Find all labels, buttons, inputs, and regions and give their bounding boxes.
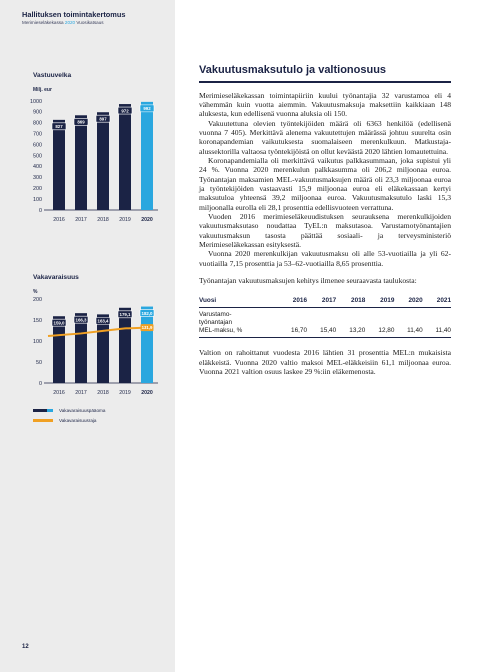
liability-value-label: 897 (99, 116, 107, 122)
liability-value-label: 869 (77, 119, 85, 125)
legend-label-capital: Vakavaraisuuspääoma (59, 407, 106, 413)
liability-category-label: 2016 (53, 217, 65, 223)
solvency-ytick-label: 50 (36, 359, 42, 366)
solvency-value-label: 159,0 (53, 320, 65, 326)
chart2-title: Vakavaraisuus (33, 274, 79, 281)
liability-ytick-label: 500 (33, 153, 42, 160)
page-number: 12 (22, 644, 29, 650)
liability-bar (119, 104, 131, 210)
table-header-col: 2016 (278, 295, 307, 308)
report-subtitle-org: Merimieseläkekassa (22, 20, 65, 25)
solvency-category-label: 2020 (141, 390, 153, 396)
liability-ytick-label: 300 (33, 175, 42, 182)
solvency-value-label: 166,3 (75, 317, 87, 323)
solvency-ytick-label: 0 (39, 380, 42, 387)
table-cell: 16,70 (278, 308, 307, 338)
main-content (199, 64, 451, 376)
solvency-ytick-label: 100 (33, 338, 42, 345)
solvency-bar (119, 308, 131, 383)
table-cell: 15,40 (307, 308, 336, 338)
liability-category-label: 2017 (75, 217, 87, 223)
solvency-chart (0, 294, 175, 399)
table-header-col: 2019 (365, 295, 394, 308)
chart1-title: Vastuuvelka (33, 72, 72, 79)
closing-paragraph: Valtion on rahoittanut vuodesta 2016 lähtien 31 prosenttia MEL:n mukaisista eläkkeistä. Vuonna 2020 valtio maksoi MEL-eläkkeisiin 61,1 miljoonaa euroa. Vuonna 2021 valtion osuus laskee 29 %:iin eläkemenosta. (199, 348, 451, 376)
solvency-category-label: 2018 (97, 390, 109, 396)
solvency-value-label: 179,1 (119, 312, 131, 318)
liability-bar (53, 120, 65, 210)
solvency-category-label: 2019 (119, 390, 131, 396)
page-title: Vakuutusmaksutulo ja valtionosuus (199, 64, 387, 76)
table-row-label (199, 308, 278, 338)
paragraph-2: Vakuutettuna olevien työntekijöiden määrä oli 6363 henkilöä (edellisenä vuonna 7 405). Merkittävä alenema vakuutettujen määrässä johtuu suurelta osin koronapandemian vaikutuksesta suomalaiseen merenkulkuun. Matkustaja-alussektorilla valtaosa työntekijöistä on ollut keväästä 2020 lähtien lomautettuina. (199, 118, 451, 156)
legend-item-limit (33, 415, 105, 425)
table-header-year: Vuosi (199, 295, 278, 308)
report-subtitle-year: 2020 (64, 20, 76, 25)
chart2-unit: % (33, 289, 38, 295)
liability-ytick-label: 700 (33, 131, 42, 138)
solvency-bar (141, 307, 153, 383)
solvency-ytick-label: 150 (33, 317, 42, 324)
liability-ytick-label: 100 (33, 196, 42, 203)
paragraph-5: Vuonna 2020 merenkulkijan vakuutusmaksu oli alle 53-vuotiailla ja yli 62-vuotiailla 7,15 prosenttia ja 53–62-vuotiailla 8,65 prosenttia. (199, 249, 451, 268)
liability-category-label: 2020 (141, 217, 153, 223)
liability-bar (75, 115, 87, 210)
liability-category-label: 2018 (97, 217, 109, 223)
liability-value-label: 992 (143, 106, 151, 112)
liability-ytick-label: 900 (33, 109, 42, 116)
liability-ytick-label: 600 (33, 142, 42, 149)
table-header-col: 2021 (423, 295, 451, 308)
solvency-ytick-label: 200 (33, 296, 42, 303)
table-row-label-line: MEL-maksu, % (199, 326, 243, 334)
liability-ytick-label: 200 (33, 186, 42, 192)
chart1-unit: Milj. eur (33, 87, 52, 93)
table-header-row (199, 295, 451, 308)
table-row (199, 308, 451, 338)
solvency-value-label: 163,4 (97, 318, 109, 324)
solvency-limit-label: 131,9 (141, 325, 153, 331)
legend-label-limit: Vakavaraisuusraja (59, 417, 97, 423)
liability-category-label: 2019 (119, 217, 131, 223)
table-cell: 11,40 (394, 308, 422, 338)
report-subtitle (22, 20, 104, 25)
table-header-col: 2017 (307, 295, 336, 308)
liability-value-label: 827 (55, 124, 63, 130)
solvency-category-label: 2016 (53, 390, 65, 396)
chart2-legend (33, 405, 105, 425)
solvency-category-label: 2017 (75, 390, 87, 396)
table-row-label-line: työnantajan (199, 318, 233, 326)
table-header-col: 2020 (394, 295, 422, 308)
paragraph-4: Vuoden 2016 merimieseläkeuudistuksen seurauksena merenkulkijoiden vakuutusmaksutaso noudattaa TyEL:n maksutasoa. Varustamotyönantajien vakuutusmaksun tasosta päättää sosiaali- ja terveysministeriö Merimieseläkekassan esityksestä. (199, 211, 451, 249)
paragraph-1: Merimieseläkekassan toimintapiiriin kuului työnantajia 32 varustamoa eli 4 vähemmän kuin vuotta aiemmin. Vakuutusmaksuja maksettiin kaikkiaan 148 aluksesta, kun edellisenä vuonna aluksia oli 150. (199, 90, 451, 119)
liability-bar (141, 102, 153, 210)
liability-ytick-label: 800 (33, 120, 42, 127)
contribution-table (199, 295, 451, 338)
liability-ytick-label: 1000 (30, 98, 42, 105)
body-text (199, 91, 451, 377)
paragraph-3: Koronapandemialla oli merkittävä vaikutus palkkasummaan, joka supistui yli 24 %. Vuonna 2020 merenkulun palkkasumma oli 206,2 miljoonaa euroa. Työnantajan maksamien MEL-vakuutusmaksujen määrä oli 23,3 miljoonaa euroa ja työntekijöiden vastaavasti 15,9 miljoonaa euroa eli eläkekassaan kertyi maksutuloa yhteensä 39,2 miljoonaa euroa. Vakuutusmaksutulo laski 15,3 miljoonalla eurolla eli 28,1 prosenttia edellisvuoteen verrattuna. (199, 155, 451, 212)
liability-ytick-label: 400 (33, 164, 42, 171)
solvency-value-label: 182,0 (141, 310, 153, 316)
table-cell: 13,20 (336, 308, 365, 338)
liability-bar (97, 112, 109, 210)
table-cell: 11,40 (423, 308, 451, 338)
legend-swatch-limit (33, 419, 53, 422)
legend-swatch-capital (33, 409, 53, 412)
report-subtitle-type: Vuosikatsaus (75, 20, 104, 25)
solvency-bar (75, 313, 87, 383)
table-header-col: 2018 (336, 295, 365, 308)
table-row-label-line: Varustamo- (199, 311, 232, 319)
table-cell: 12,80 (365, 308, 394, 338)
report-section-title: Hallituksen toimintakertomus (22, 10, 126, 19)
liability-ytick-label: 0 (39, 207, 42, 214)
sidebar-panel (0, 0, 175, 672)
title-rule (199, 81, 451, 83)
liability-value-label: 972 (121, 108, 129, 114)
liability-chart (0, 92, 175, 232)
legend-item-capital (33, 405, 105, 415)
table-intro: Työnantajan vakuutusmaksujen kehitys ilmenee seuraavasta taulukosta: (199, 276, 417, 286)
